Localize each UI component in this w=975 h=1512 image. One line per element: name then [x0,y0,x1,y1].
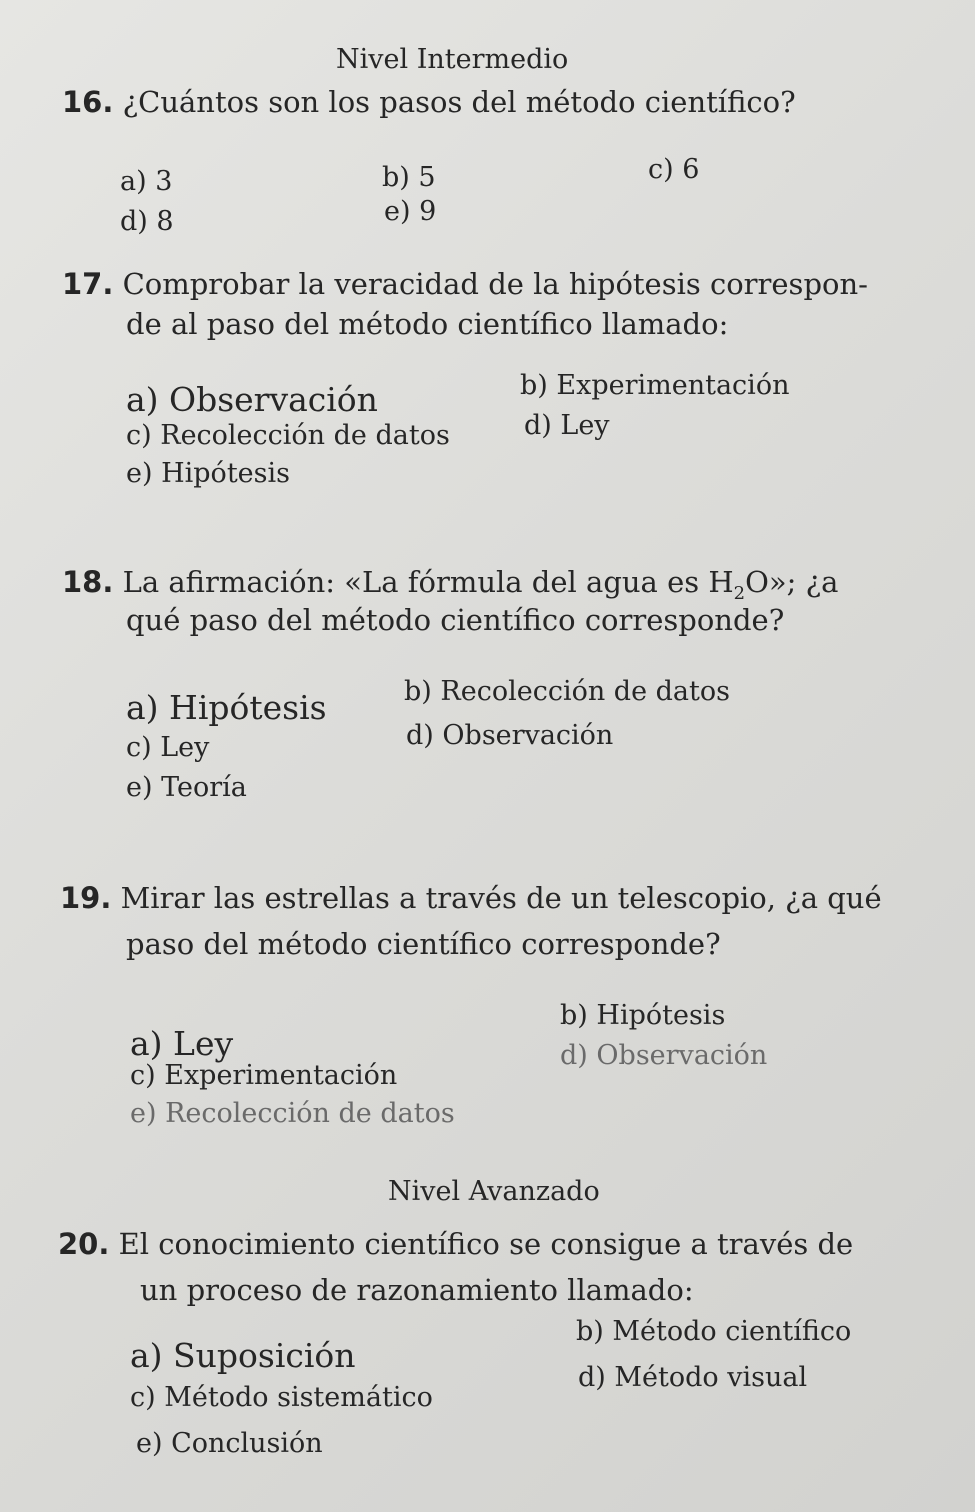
option-b[interactable]: b) Experimentación [520,370,790,401]
level-heading-advanced: Nivel Avanzado [388,1176,600,1207]
option-e[interactable]: e) Recolección de datos [130,1098,455,1129]
option-a[interactable]: a) Hipótesis [126,688,327,727]
question-text-line: ¿Cuántos son los pasos del método científico? [122,85,796,119]
question-text-line: La afirmación: «La fórmula del agua es [122,565,709,599]
water-formula: $H_2O$»; ¿a [708,565,839,604]
option-c[interactable]: c) Recolección de datos [126,420,450,451]
option-e[interactable]: e) Teoría [126,772,247,803]
option-d[interactable]: d) Método visual [578,1362,808,1393]
option-b[interactable]: b) Método científico [576,1316,852,1347]
question-text-line: paso del método científico corresponde? [126,927,721,961]
question-text-line: El conocimiento científico se consigue a través de [118,1227,854,1261]
option-c[interactable]: c) 6 [648,154,700,185]
question-number: 16. [62,85,114,119]
option-b[interactable]: b) Recolección de datos [404,676,730,707]
option-c[interactable]: c) Experimentación [130,1060,398,1091]
question-17 [62,262,868,306]
option-d[interactable]: d) Observación [560,1040,768,1071]
level-heading-intermediate: Nivel Intermedio [336,44,569,75]
question-16 [62,80,796,124]
option-e[interactable]: e) Conclusión [136,1428,323,1459]
question-number: 17. [62,267,114,301]
question-text-line: Mirar las estrellas a través de un telescopio, ¿a qué [120,881,882,915]
option-b[interactable]: b) 5 [382,162,436,193]
question-text-line: qué paso del método científico corresponde? [126,603,785,637]
question-text-line: Comprobar la veracidad de la hipótesis correspon- [122,267,868,301]
question-number: 19. [60,881,112,915]
option-d[interactable]: d) 8 [120,206,174,237]
option-a[interactable]: a) 3 [120,166,173,197]
option-d[interactable]: d) Observación [406,720,614,751]
option-b[interactable]: b) Hipótesis [560,1000,726,1031]
option-e[interactable]: e) Hipótesis [126,458,290,489]
question-20 [58,1222,853,1266]
question-text-line: un proceso de razonamiento llamado: [140,1273,694,1307]
option-a[interactable]: a) Observación [126,380,378,419]
option-e[interactable]: e) 9 [384,196,437,227]
question-number: 20. [58,1227,110,1261]
question-text-line: de al paso del método científico llamado: [126,307,729,341]
option-a[interactable]: a) Ley [130,1024,234,1063]
option-c[interactable]: c) Método sistemático [130,1382,433,1413]
question-number: 18. [62,565,114,599]
option-c[interactable]: c) Ley [126,732,210,763]
option-d[interactable]: d) Ley [524,410,610,441]
question-19 [60,876,882,920]
option-a[interactable]: a) Suposición [130,1336,356,1375]
